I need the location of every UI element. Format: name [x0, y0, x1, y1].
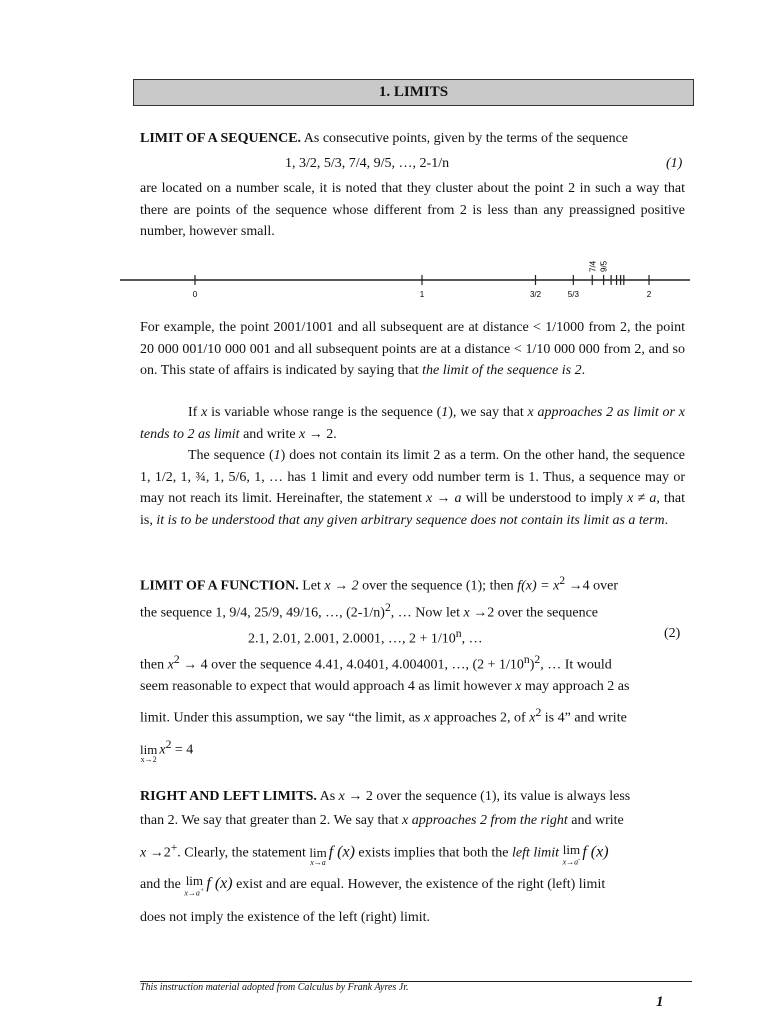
- rl-l1a: As: [316, 789, 339, 804]
- rl-l3b: →2: [146, 845, 171, 861]
- f-l4a: seem reasonable to expect that would approach 4 as limit however: [140, 679, 516, 694]
- lim-sub: x→2: [140, 754, 157, 764]
- function-line-4: [140, 677, 629, 697]
- f-l4c: may approach 2 as: [521, 679, 630, 694]
- lim-top: lim: [140, 741, 158, 757]
- f-l2-sup: 2: [384, 601, 391, 614]
- p2-g: → 2.: [305, 426, 337, 442]
- f-l5a: limit. Under this assumption, we say “the limit, as: [140, 710, 424, 726]
- f-l3-sup2: 2: [534, 653, 541, 666]
- rl-l1c: → 2 over the sequence (1), its value is always less: [344, 789, 631, 804]
- footer-note: This instruction material adopted from Calculus by Frank Ayres Jr.: [140, 982, 409, 993]
- f-l1d: f(x) = x: [517, 578, 560, 594]
- function-line-1: [140, 571, 618, 597]
- rl-line-2: [140, 811, 624, 831]
- f-formula-end: , …: [461, 631, 483, 647]
- rl-line-1: [140, 787, 630, 807]
- tick-label-6: 2: [646, 290, 652, 299]
- p3-h: .: [664, 512, 669, 528]
- equation-number-1: (1): [666, 156, 683, 171]
- example-emphasis: the limit of the sequence is 2: [422, 363, 582, 378]
- rl-lim-aplus-sub: x→a: [184, 889, 200, 898]
- f-l3c: → 4 over the sequence 4.41, 4.0401, 4.004001, …, (2 + 1/10: [179, 657, 524, 673]
- lim-symbol: [140, 741, 158, 764]
- f-l1b: x → 2: [324, 578, 359, 594]
- f-l5c: approaches 2, of: [430, 710, 530, 726]
- f-l2d: →2 over the sequence: [469, 605, 599, 621]
- function-limit-equation: [140, 735, 193, 764]
- rl-l3e: left limit: [512, 845, 560, 861]
- f-l2c: x: [463, 605, 470, 621]
- function-line-2: [140, 598, 598, 624]
- f-l2a: the sequence 1, 9/4, 25/9, 49/16, …, (2-1/n): [140, 605, 385, 621]
- rl-lim-a-top: lim: [309, 844, 327, 860]
- p2-f: x: [299, 426, 306, 442]
- rl-lim-aminus: lim x→a-: [562, 842, 581, 867]
- rl-lim-a: [309, 844, 327, 867]
- equation-number-2: (2): [664, 626, 681, 641]
- f-l3d: n: [523, 653, 530, 666]
- rl-lim-aminus-top: lim: [562, 842, 581, 857]
- f-l1c: over the sequence (1); then: [358, 578, 518, 594]
- sequence-intro: [140, 129, 628, 149]
- f-formula: 2.1, 2.01, 2.001, 2.0001, …, 2 + 1/10: [248, 631, 456, 647]
- p2-one: 1: [441, 405, 449, 420]
- variable-paragraph: [140, 402, 685, 445]
- sequence-intro-text: As consecutive points, given by the terms of the sequence: [301, 131, 629, 146]
- rl-lim-a-sub: x→a: [310, 857, 326, 867]
- f-sup: 2: [559, 574, 566, 587]
- p2-c: ), we say that: [448, 405, 528, 420]
- p3-one: 1: [273, 448, 281, 463]
- rl-fx-2: f (x): [582, 843, 609, 861]
- page-number: 1: [656, 994, 664, 1010]
- section-heading: 1. LIMITS: [133, 79, 694, 106]
- rl-l2b: x approaches 2 from the right: [401, 813, 568, 828]
- rl-l3c: . Clearly, the statement: [177, 845, 310, 861]
- lim-x: x: [159, 742, 166, 758]
- p3-g: it is to be understood that any given arbitrary sequence does not contain its limit as a term: [156, 512, 665, 528]
- f-l5-sup: 2: [535, 706, 542, 719]
- lim-sup: 2: [165, 738, 172, 751]
- function-title: LIMIT OF A FUNCTION.: [140, 578, 299, 594]
- lim-rest: = 4: [171, 742, 194, 758]
- example-text: For example, the point 2001/1001 and all subsequent are at distance < 1/1000 from 2, the point 20 000 001/10 000 001 and all subsequent points are at a distance < 1/10 000 000 from 2, and so on. This state of affairs is indicated by saying that: [140, 320, 685, 378]
- p2-a: If: [188, 405, 202, 420]
- rl-l3d: exists implies that both the: [354, 845, 513, 861]
- tick-label-2: 3/2: [529, 290, 542, 299]
- p2-e: and write: [239, 426, 300, 442]
- f-l5d: x: [529, 710, 536, 726]
- rl-l2a: than 2. We say that greater than 2. We say that: [140, 813, 402, 828]
- f-l3e: ): [529, 657, 535, 673]
- tick-label-4: 7/4: [588, 260, 598, 272]
- f-l2b: , … Now let: [390, 605, 464, 621]
- rl-line-3: [140, 838, 609, 867]
- p3-d: will be understood to imply: [461, 491, 628, 506]
- sequence-limit-paragraph: [140, 445, 685, 531]
- rl-lim-aminus-sub: x→a: [562, 857, 579, 867]
- rl-l2c: and write: [567, 813, 624, 828]
- p3-a: The sequence (: [188, 448, 274, 463]
- rl-title: RIGHT AND LEFT LIMITS.: [140, 789, 317, 804]
- tick-label-5: 9/5: [599, 260, 609, 272]
- number-line: [118, 250, 704, 310]
- function-line-5: [140, 703, 627, 729]
- f-l1a: Let: [298, 578, 325, 594]
- p3-c: x → a: [426, 491, 462, 506]
- sequence-title: LIMIT OF A SEQUENCE.: [140, 131, 302, 146]
- f-l5b: x: [423, 710, 431, 726]
- f-l1e: →4 over: [565, 578, 618, 594]
- rl-l1b: x: [338, 789, 345, 804]
- rl-lim-aplus-top: lim: [185, 873, 204, 889]
- p3-e: x ≠ a,: [627, 491, 660, 506]
- sequence-paragraph: are located on a number scale, it is noted that they cluster about the point 2 in such a way that there are points of the sequence whose different from 2 is less than any preassigned positive number, however small.: [140, 181, 685, 239]
- rl-l3sup: +: [170, 841, 178, 854]
- f-l5e: is 4” and write: [541, 710, 627, 726]
- rl-l3a: x: [140, 845, 147, 861]
- rl-line-4: [140, 874, 605, 898]
- rl-line-5: does not imply the existence of the left (right) limit.: [140, 910, 431, 925]
- sequence-formula: 1, 3/2, 5/3, 7/4, 9/5, …, 2-1/n: [285, 156, 450, 171]
- tick-label-3: 5/3: [567, 290, 579, 299]
- example-end: .: [581, 363, 586, 378]
- tick-label-0: 0: [192, 290, 198, 299]
- rl-fx-1: f (x): [328, 843, 355, 861]
- function-line-3: [140, 650, 612, 676]
- f-l3f: , … It would: [540, 657, 612, 673]
- f-l4b: x: [515, 679, 522, 694]
- rl-l4b: exist and are equal. However, the existence of the right (left) limit: [232, 877, 606, 892]
- p2-d: x approaches 2 as limit or x tends to 2 as limit: [140, 405, 685, 442]
- f-l3a: then: [140, 657, 168, 673]
- f-l3-sup: 2: [173, 653, 180, 666]
- tick-label-1: 1: [419, 290, 425, 299]
- p3-f: that is,: [140, 491, 685, 528]
- f-l3b: x: [167, 657, 174, 673]
- p3-b: ) does not contain its limit 2 as a term. On the other hand, the sequence 1, 1/2, 1, ¾, 1, 5/6, 1, … has 1 limit and every odd number term is 1. Thus, a sequence may or may not reach its limit. Hereinafter, the statement: [140, 448, 685, 506]
- f-formula-sup: n: [455, 627, 462, 640]
- rl-l4a: and the: [140, 877, 185, 892]
- function-formula: [248, 624, 483, 650]
- p2-b: is variable whose range is the sequence (: [207, 405, 442, 420]
- example-paragraph: [140, 317, 685, 382]
- p2-x: x: [201, 405, 208, 420]
- rl-lim-aplus: lim x→a+: [184, 873, 205, 898]
- rl-fx-3: f (x): [206, 875, 233, 892]
